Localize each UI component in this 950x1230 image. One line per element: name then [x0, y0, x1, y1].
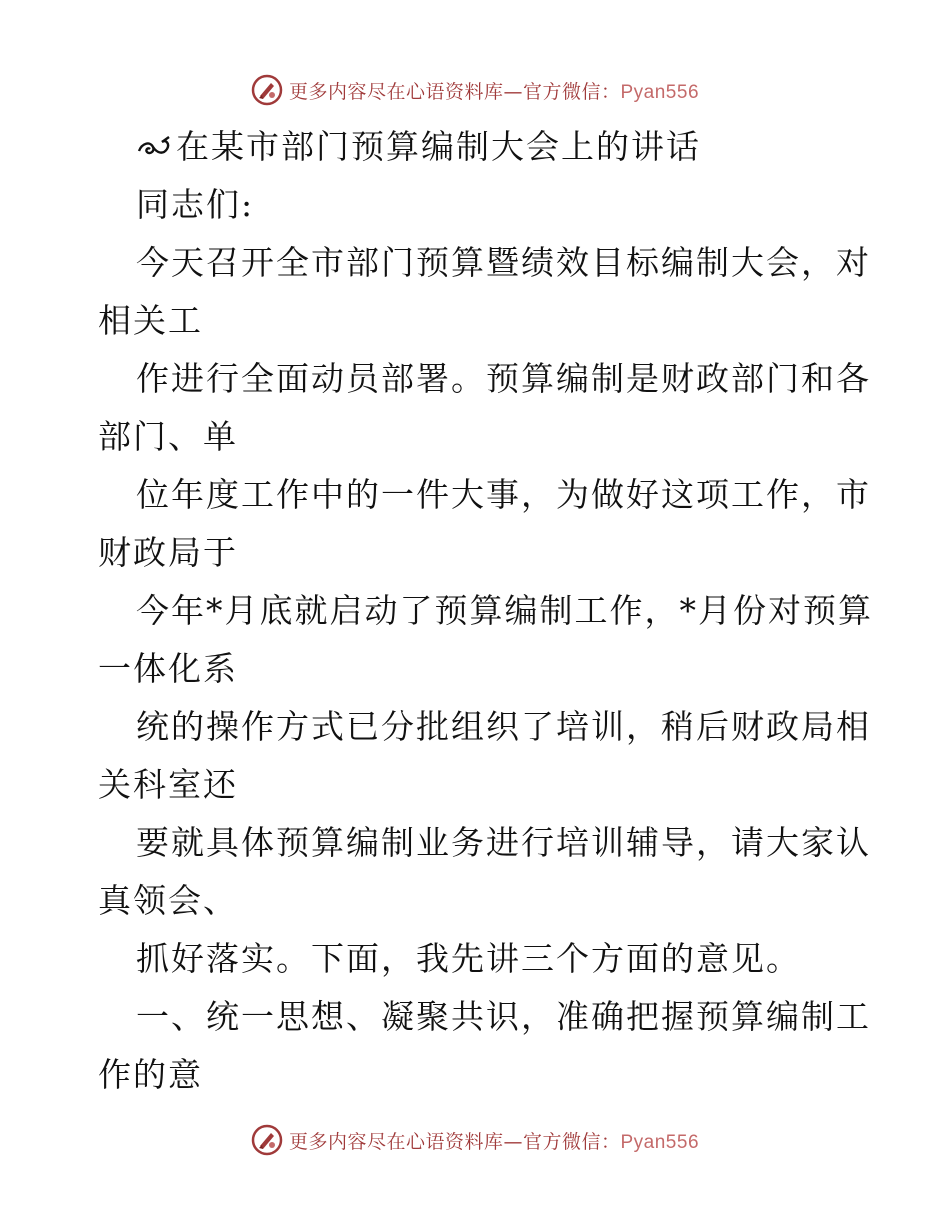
text-line: 今年*月底就启动了预算编制工作，*月份对预算 [136, 591, 873, 630]
text-line: 同志们: [136, 185, 255, 224]
red-seal-logo-icon [251, 74, 283, 106]
text-line: 关科室还 [98, 765, 238, 804]
flourish-ornament-icon [136, 133, 174, 161]
text-line: 部门、单 [98, 417, 238, 456]
title-text: 在某市部门预算编制大会上的讲话 [176, 127, 701, 166]
wechat-id: Pyan556 [620, 81, 700, 103]
text-line: 一体化系 [98, 649, 238, 688]
text-line: 真领会、 [98, 881, 238, 920]
text-line: 统的操作方式已分批组织了培训，稍后财政局相 [136, 707, 871, 746]
watermark-text: 更多内容尽在心语资料库—官方微信：Pyan556 [288, 1130, 700, 1153]
text-line: 相关工 [98, 301, 203, 340]
paragraph-lines [98, 176, 873, 1104]
footer-watermark-banner [0, 1120, 950, 1160]
text-line: 一、统一思想、凝聚共识，准确把握预算编制工 [136, 997, 871, 1036]
wechat-id: Pyan556 [620, 1131, 700, 1153]
text-line: 位年度工作中的一件大事，为做好这项工作，市 [136, 475, 871, 514]
text-line: 要就具体预算编制业务进行培训辅导，请大家认 [136, 823, 871, 862]
text-line: 今天召开全市部门预算暨绩效目标编制大会，对 [136, 243, 871, 282]
header-watermark-banner [0, 70, 950, 110]
watermark-text: 更多内容尽在心语资料库—官方微信：Pyan556 [288, 80, 700, 103]
document-body [98, 118, 873, 1104]
document-title [98, 118, 858, 176]
text-line: 作进行全面动员部署。预算编制是财政部门和各 [136, 359, 871, 398]
text-line: 作的意 [98, 1055, 203, 1094]
text-line: 抓好落实。下面，我先讲三个方面的意见。 [136, 939, 801, 978]
red-seal-logo-icon [251, 1124, 283, 1156]
text-line: 财政局于 [98, 533, 238, 572]
